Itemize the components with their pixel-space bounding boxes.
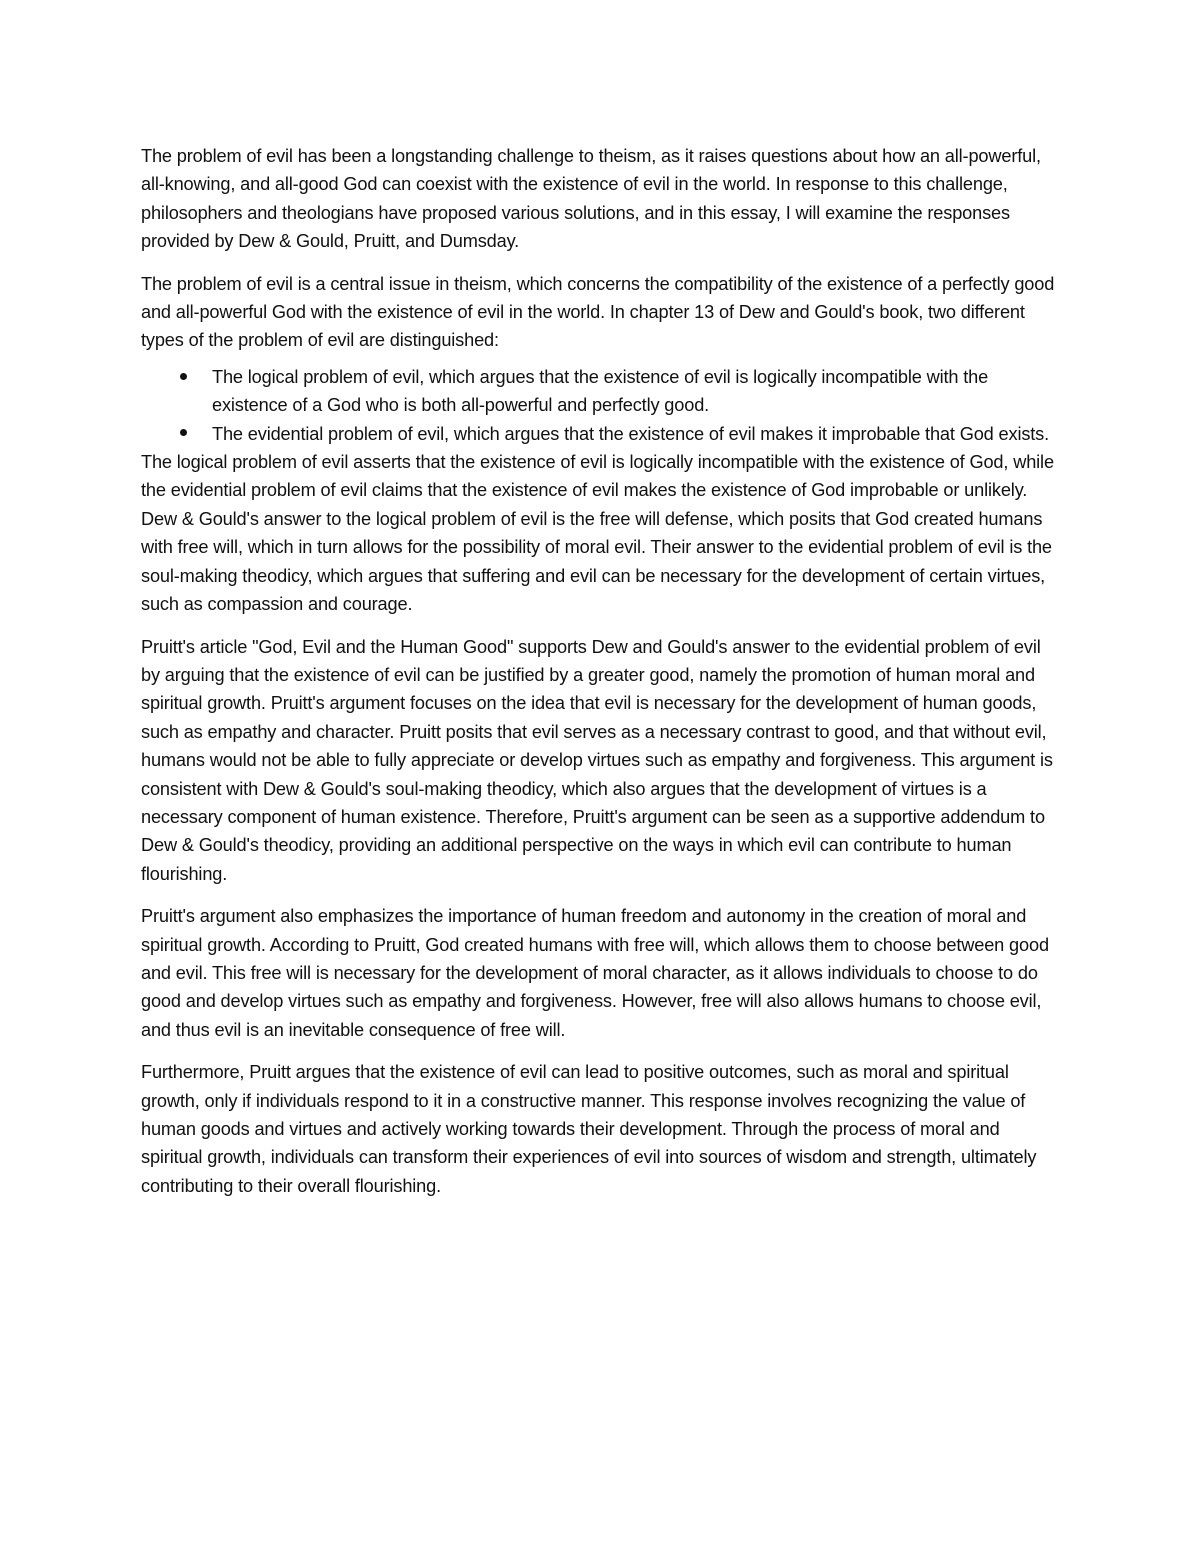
paragraph-pruitt-outcomes: Furthermore, Pruitt argues that the existence of evil can lead to positive outcomes, such as moral and spiritual growth, only if individuals respond to it in a constructive manner. This response involves recognizing the value of human goods and virtues and actively working towards their development. Through the process of moral and spiritual growth, individuals can transform their experiences of evil into sources of wisdom and strength, ultimately contributing to their overall flourishing.	[141, 1062, 1037, 1196]
document-body	[141, 142, 1061, 1214]
paragraph-pruitt-article: Pruitt's article "God, Evil and the Human Good" supports Dew and Gould's answer to the evidential problem of evil by arguing that the existence of evil can be justified by a greater good, namely the promotion of human moral and spiritual growth. Pruitt's argument focuses on the idea that evil is necessary for the development of human goods, such as empathy and character. Pruitt posits that evil serves as a necessary contrast to good, and that without evil, humans would not be able to fully appreciate or develop virtues such as empathy and forgiveness. This argument is consistent with Dew & Gould's soul-making theodicy, which also argues that the development of virtues is a necessary component of human existence. Therefore, Pruitt's argument can be seen as a supportive addendum to Dew & Gould's theodicy, providing an additional perspective on the ways in which evil can contribute to human flourishing.	[141, 636, 1053, 884]
paragraph-intro: The problem of evil has been a longstanding challenge to theism, as it raises questions about how an all-powerful, all-knowing, and all-good God can coexist with the existence of evil in the world. In response to this challenge, philosophers and theologians have proposed various solutions, and in this essay, I will examine the responses provided by Dew & Gould, Pruitt, and Dumsday.	[141, 146, 1041, 252]
list-item	[141, 420, 1061, 448]
paragraph-types-of-problem: The problem of evil is a central issue in theism, which concerns the compatibility of the existence of a perfectly good and all-powerful God with the existence of evil in the world. In chapter 13 of Dew and Gould's book, two different types of the problem of evil are distinguished:	[141, 273, 1055, 351]
list-item	[141, 363, 1061, 420]
paragraph-dew-gould-answer: The logical problem of evil asserts that the existence of evil is logically incompatible with the existence of God, while the evidential problem of evil claims that the existence of evil makes the existence of God improbable or unlikely. Dew & Gould's answer to the logical problem of evil is the free will defense, which posits that God created humans with free will, which in turn allows for the possibility of moral evil. Their answer to the evidential problem of evil is the soul-making theodicy, which argues that suffering and evil can be necessary for the development of certain virtues, such as compassion and courage.	[141, 452, 1054, 615]
list-item-text: The evidential problem of evil, which argues that the existence of evil makes it improbable that God exists.	[212, 423, 1050, 444]
bullet-list	[141, 363, 1061, 448]
paragraph-pruitt-freedom: Pruitt's argument also emphasizes the importance of human freedom and autonomy in the creation of moral and spiritual growth. According to Pruitt, God created humans with free will, which allows them to choose between good and evil. This free will is necessary for the development of moral character, as it allows individuals to choose to do good and develop virtues such as empathy and forgiveness. However, free will also allows humans to choose evil, and thus evil is an inevitable consequence of free will.	[141, 906, 1049, 1040]
bullet-icon	[177, 363, 189, 391]
bullet-icon	[177, 420, 189, 448]
list-item-text: The logical problem of evil, which argues that the existence of evil is logically incompatible with the existence of a God who is both all-powerful and perfectly good.	[212, 366, 989, 416]
